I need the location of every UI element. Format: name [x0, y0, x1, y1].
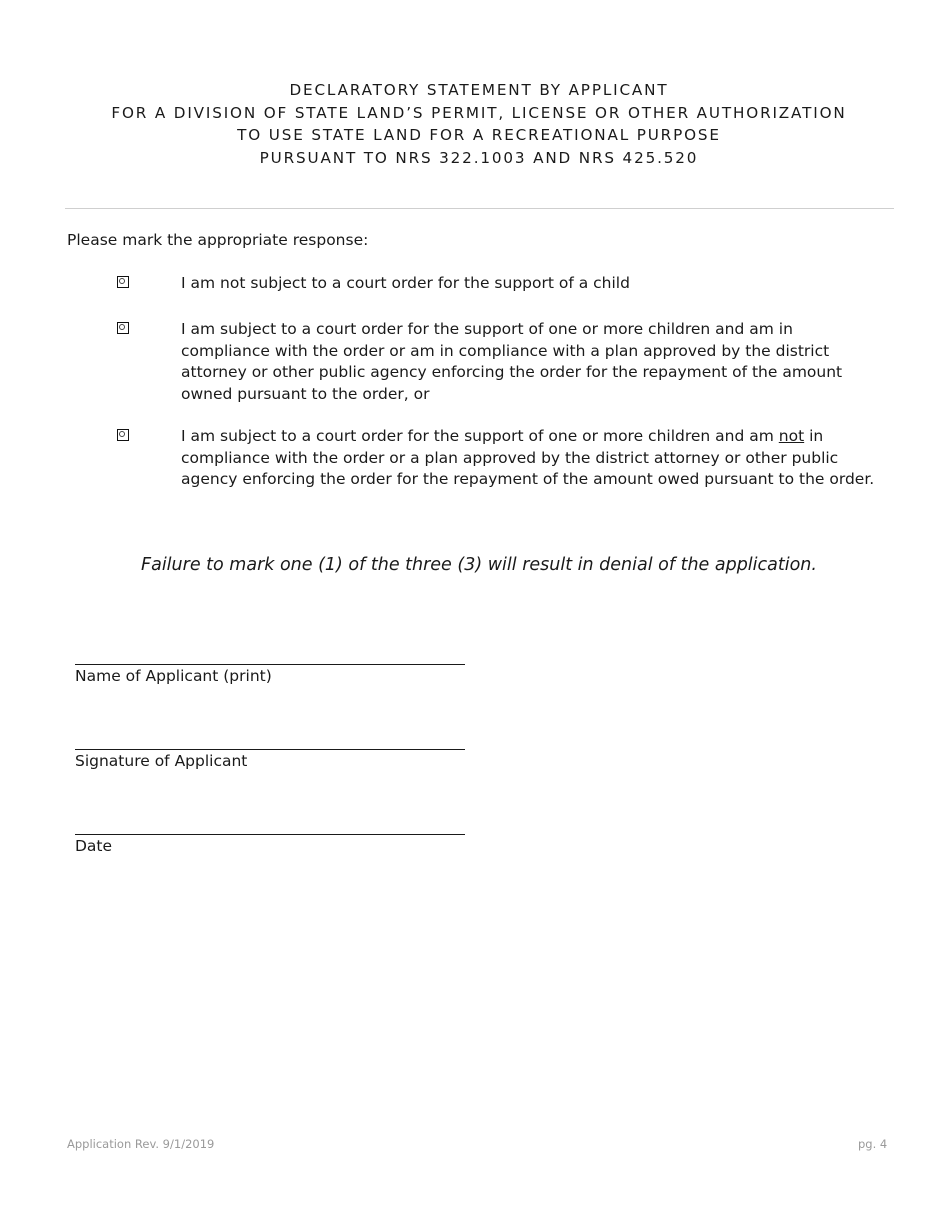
applicant-signature-field[interactable] — [75, 749, 475, 772]
instruction-text: Please mark the appropriate response: — [67, 231, 369, 249]
option-text-emphasis-not: not — [778, 427, 805, 445]
title-line-4: PURSUANT TO NRS 322.1003 AND NRS 425.520 — [259, 148, 699, 167]
date-field[interactable] — [75, 834, 475, 857]
option-text-in-compliance: I am subject to a court order for the support of one or more children and am in compliance with the order or am in compliance with a plan approved by the district attorney or other public agency enforcing the order for the repayment of the amount owned pursuant to the order, or — [181, 320, 843, 403]
title-line-2: FOR A DIVISION OF STATE LAND’S PERMIT, LICENSE OR OTHER AUTHORIZATION — [111, 103, 847, 122]
applicant-signature-label: Signature of Applicant — [75, 752, 248, 770]
checkbox-not-subject[interactable] — [117, 276, 129, 288]
title-line-3: TO USE STATE LAND FOR A RECREATIONAL PURPOSE — [237, 126, 721, 144]
header-divider — [65, 208, 894, 209]
date-label: Date — [75, 837, 113, 855]
page-number: pg. 4 — [858, 1137, 888, 1151]
applicant-name-field[interactable] — [75, 664, 475, 687]
option-text-not-in-compliance — [181, 426, 881, 491]
date-line[interactable] — [75, 834, 465, 835]
checkbox-not-in-compliance[interactable] — [117, 429, 129, 441]
option-text-not-subject: I am not subject to a court order for the support of a child — [181, 274, 630, 292]
document-title — [0, 79, 950, 169]
applicant-name-line[interactable] — [75, 664, 465, 665]
title-line-1: DECLARATORY STATEMENT BY APPLICANT — [289, 81, 669, 99]
applicant-name-label: Name of Applicant (print) — [75, 667, 272, 685]
option-text-after: in compliance with the order or a plan approved by the district attorney or other public agency enforcing the order for the repayment of the amount owed pursuant to the order. — [181, 427, 875, 488]
checkbox-in-compliance[interactable] — [117, 322, 129, 334]
option-text-before: I am subject to a court order for the support of one or more children and am — [181, 427, 779, 445]
applicant-signature-line[interactable] — [75, 749, 465, 750]
denial-warning: Failure to mark one (1) of the three (3) will result in denial of the application. — [141, 555, 817, 575]
revision-footer: Application Rev. 9/1/2019 — [67, 1137, 215, 1151]
